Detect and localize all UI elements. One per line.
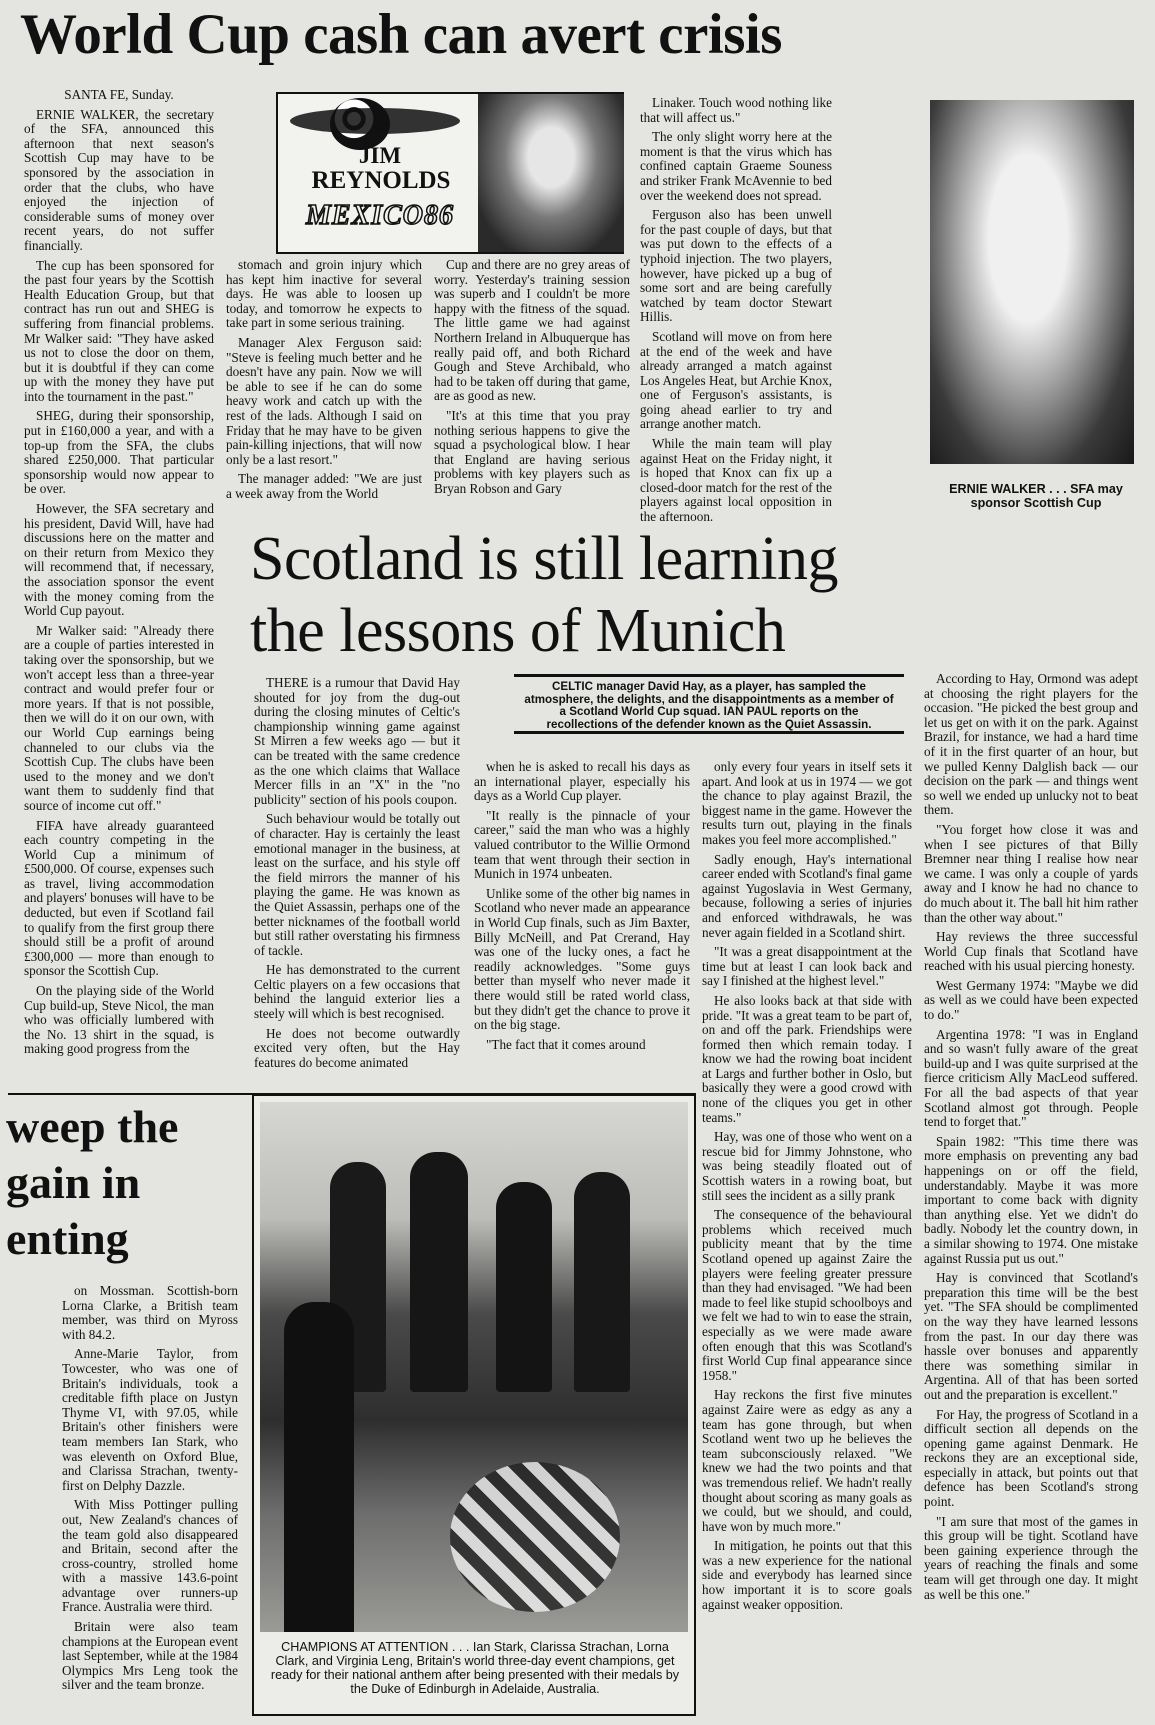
columnist-portrait — [478, 94, 624, 252]
article-paragraph: In mitigation, he points out that this was a new experience for the national side and everybody has learned since how important it is to score goals against weaker opposition. — [702, 1538, 912, 1612]
event-logo: MEXICO86 — [305, 200, 455, 231]
story2-col1 — [254, 676, 460, 1086]
story1-col3 — [434, 258, 630, 516]
article-paragraph: The cup has been sponsored for the past four years by the Scottish Health Education Group, but that contract has run out and SHEG is suffering from financial problems. Mr Walker said: "They have asked us not to close the door on them, but it is doubtful if they can come up with the money they have put into the tournament in the past." — [24, 257, 214, 404]
champions-photo-frame — [252, 1094, 696, 1716]
article-paragraph: FIFA have already guaranteed each country competing in the World Cup a minimum of £500,000. Of course, expenses such as travel, living accommodation and players' bonuses will have to be deducted, but even if Scotland fail to qualify from the first group there should still be a profit of around £300,000 — more than enough to sponsor the Scottish Cup. — [24, 817, 214, 979]
equestrian-headline-1: weep the — [6, 1101, 179, 1152]
article-paragraph: on Mossman. Scottish-born Lorna Clarke, a British team member, was third on Myross with 84.2. — [62, 1283, 238, 1342]
article-paragraph: Britain were also team champions at the European event last September, while at the 1984 Olympics Mrs Leng took the silver and the team bronze. — [62, 1619, 238, 1693]
sombrero-icon — [290, 108, 460, 134]
rider-figure — [410, 1152, 468, 1392]
article-paragraph: ERNIE WALKER, the secretary of the SFA, announced this afternoon that next season's Scottish Cup may have to be sponsored by the association in order that the clubs, who have enjoyed the injection of considerable sums of money over recent years, do not suffer financially. — [24, 106, 214, 253]
hay-headline-line1: Scotland is still learning — [250, 525, 838, 593]
article-paragraph: Hay reviews the three successful World Cup finals that Scotland have reached with his usual piercing honesty. — [924, 929, 1138, 974]
article-paragraph: Ferguson also has been unwell for the past couple of days, but that was put down to the effects of a typhoid injection. The two players, however, have picked up a bug of some sort and are being carefully watched by team doctor Stewart Hillis. — [640, 207, 832, 325]
article-paragraph: Hay is convinced that Scotland's preparation this time will be the best yet. "The SFA should be complimented on the way they have learned lessons from the past. In our day there was hassle over bonuses and apparently there was something similar in Argentina. All of that has been sorted out and the preparation is excellent." — [924, 1270, 1138, 1402]
article-paragraph: Argentina 1978: "I was in England and so wasn't fully aware of the great build-up and I was quite surprised at the fierce criticism Ally MacLeod suffered. For all the bad aspects of that year Scotland almost got through. People tend to forget that." — [924, 1026, 1138, 1130]
article-paragraph: Such behaviour would be totally out of character. Hay is certainly the least emotional manager in the business, at least on the surface, and his style off the field mirrors the manner of his playing the game. He was known as the Quiet Assassin, perhaps one of the better nicknames of the football world but still rather overstating his firmness of tackle. — [254, 811, 460, 958]
flag-banner — [450, 1462, 620, 1612]
dignitary-figure — [284, 1302, 354, 1632]
equestrian-headline-2: gain in — [6, 1157, 141, 1208]
article-paragraph: Hay, was one of those who went on a rescue bid for Jimmy Johnstone, who was being steadily floated out of Scottish waters in a rowing boat, but still sees the incident as a silly prank — [702, 1129, 912, 1203]
article-paragraph: Sadly enough, Hay's international career ended with Scotland's final game against Yugoslavia in West Germany, because, following a series of injuries and enforced withdrawals, he was never again fielded in a Scotland shirt. — [702, 851, 912, 940]
article-paragraph: However, the SFA secretary and his president, David Will, have had discussions here on the matter and on their return from Mexico they will recommend that, if necessary, the association sponsor the event with the money coming from the World Cup payout. — [24, 501, 214, 619]
article-paragraph: Hay reckons the first five minutes against Zaire were as edgy as any a team has gone through, but when Scotland went two up he believes the team subconsciously relaxed. "We knew we had the two points and that was tremendous relief. We hadn't really thought about scoring as many goals as we could, but we should, and could, have won by much more." — [702, 1387, 912, 1534]
article-paragraph: For Hay, the progress of Scotland in a difficult section all depends on the opening game against Denmark. He reckons they are an exceptional side, especially in attack, but points out that defence has been Scotland's strong point. — [924, 1406, 1138, 1510]
walker-photo-caption: ERNIE WALKER . . . SFA may sponsor Scottish Cup — [949, 482, 1123, 510]
story3-col1 — [62, 1284, 238, 1699]
article-paragraph: Scotland will move on from here at the end of the week and have already arranged a match against Los Angeles Heat, but Archie Knox, one of Ferguson's assistants, is going ahead earlier to try and arrange another match. — [640, 328, 832, 432]
story1-col2 — [226, 258, 422, 516]
article-paragraph: "It was a great disappointment at the time but at least I can look back and say I finished at the highest level." — [702, 944, 912, 989]
champions-caption: CHAMPIONS AT ATTENTION . . . Ian Stark, Clarissa Strachan, Lorna Clark, and Virginia Leng, Britain's world three-day event champions, get ready for their national anthem after being presented with their medals by the Duke of Edinburgh in Adelaide, Australia. — [270, 1640, 680, 1696]
article-paragraph: stomach and groin injury which has kept him inactive for several days. He was able to loosen up today, and tomorrow he expects to take part in some serious training. — [226, 257, 422, 331]
article-paragraph: With Miss Pottinger pulling out, New Zealand's chances of the team gold also disappeared and Britain, second after the cross-country, strolled home with a massive 143.6-point advantage over runners-up France. Australia were third. — [62, 1497, 238, 1615]
article-paragraph: only every four years in itself sets it apart. And look at us in 1974 — we got the chance to play against Brazil, the biggest name in the game. However the results turn out, playing in the finals makes you feel more accomplished." — [702, 759, 912, 847]
article-paragraph: SANTA FE, Sunday. — [64, 87, 174, 102]
article-paragraph: Manager Alex Ferguson said: "Steve is feeling much better and he doesn't have any pain. Now we will be able to see if he can do some heavy work and catch up with the rest of the lads. Although I said on Friday that he may have to be given pain-killing injections, that will now only be a last resort." — [226, 334, 422, 467]
main-headline: World Cup cash can avert crisis — [20, 3, 782, 66]
story2-col3 — [702, 760, 912, 1715]
article-paragraph: Linaker. Touch wood nothing like that will affect us." — [640, 95, 832, 125]
article-paragraph: The consequence of the behavioural problems which received much publicity meant that by the time Scotland opened up against Zaire the players were feeling greater pressure than they had envisaged. "We had been made to feel like stupid schoolboys and we felt we had to win to ease the strain, especially as we were made aware often enough that this was Scotland's first World Cup final appearance since 1958." — [702, 1207, 912, 1383]
columnist-name-last: REYNOLDS — [311, 167, 451, 194]
article-paragraph: Spain 1982: "This time there was more emphasis on preventing any bad happenings on or off the field, understandably. Maybe it was more important to come back with dignity than anything else. Yet we didn't do badly. Nobody let the country down, in a similar showing to 1974. One mistake against Russia put us out." — [924, 1133, 1138, 1266]
columnist-logo — [276, 92, 624, 254]
article-paragraph: "I am sure that most of the games in this group will be tight. Scotland have been gaining experience through the years of reaching the finals and some team will get through one day. It might as well be this one." — [924, 1513, 1138, 1602]
hay-standfirst: CELTIC manager David Hay, as a player, has sampled the atmosphere, the delights, and the disappointments as a member of a Scotland World Cup squad. IAN PAUL reports on the recollections of the defender known as the Quiet Assassin. — [514, 674, 904, 734]
article-paragraph: On the playing side of the World Cup build-up, Steve Nicol, the man who was officially lumbered with the No. 13 shirt in the squad, is making good progress from the — [24, 983, 214, 1057]
article-paragraph: According to Hay, Ormond was adept at choosing the right players for the occasion. "He picked the best group and let us get on with it on the park. Against Brazil, for instance, we had a hard time of it in the first quarter of an hour, but we pulled Kenny Dalglish back — our decision on the park — and things went so well we ended up unlucky not to beat them. — [924, 671, 1138, 818]
columnist-name-first: JIM — [358, 143, 402, 168]
equestrian-headline-3: enting — [6, 1213, 129, 1264]
article-paragraph: Anne-Marie Taylor, from Towcester, who was one of Britain's individuals, took a creditable fifth place on Justyn Thyme VI, with 97.05, while Britain's other finishers were team members Ian Stark, who was eleventh on Oxford Blue, and Clarissa Strachan, twenty-first on Delphy Dazzle. — [62, 1346, 238, 1493]
champions-photo — [260, 1102, 688, 1632]
rider-figure — [574, 1172, 630, 1392]
rider-figure — [496, 1182, 552, 1392]
article-paragraph: SHEG, during their sponsorship, put in £160,000 a year, and with a top-up from the SFA, the clubs shared £250,000. That particular sponsorship would now appear to be over. — [24, 408, 214, 497]
article-paragraph: Unlike some of the other big names in Scotland who never made an appearance in World Cup finals, such as Jim Baxter, Billy McNeill, and Pat Crerand, Hay was one of the lucky ones, a fact he readily acknowledges. "Some guys better than myself who never made it there would still be rated world class, but they didn't get the chance to prove it on the big stage. — [474, 885, 690, 1033]
article-paragraph: West Germany 1974: "Maybe we did as well as we could have been expected to do." — [924, 977, 1138, 1023]
article-paragraph: "The fact that it comes around — [486, 1036, 646, 1052]
article-paragraph: He also looks back at that side with pride. "It was a great team to be part of, on and off the park. Friendships were formed then which remain today. I know we had the rowing boat incident at Largs and further bother in Oslo, but basically they were a good crowd with none of the cliques you get in other teams." — [702, 992, 912, 1125]
hay-headline-line2: the lessons of Munich — [250, 597, 786, 665]
article-paragraph: The manager added: "We are just a week away from the World — [226, 471, 422, 501]
article-paragraph: He does not become outwardly excited very often, but the Hay features do become animated — [254, 1025, 460, 1070]
story2-col2 — [474, 760, 690, 1088]
article-paragraph: Cup and there are no grey areas of worry. Yesterday's training session was superb and I couldn't be more happy with the fitness of the squad. The little game we had against Northern Ireland in Albuquerque has really paid off, and both Richard Gough and Steve Archibald, who had to be taken off during that game, are as good as new. — [434, 257, 630, 404]
article-paragraph: He has demonstrated to the current Celtic players on a few occasions that behind the languid exterior lies a steely will which is best recognised. — [254, 962, 460, 1022]
story1-col1 — [24, 87, 214, 1057]
article-paragraph: "It really is the pinnacle of your career," said the man who was a highly valued contributor to the Willie Ormond team that went through their section in Munich in 1974 unbeaten. — [474, 807, 690, 882]
story2-col4 — [924, 672, 1138, 1717]
article-paragraph: The only slight worry here at the moment is that the virus which has confined captain Graeme Souness and striker Frank McAvennie to bed over the weekend does not spread. — [640, 129, 832, 203]
article-paragraph: Mr Walker said: "Already there are a couple of parties interested in taking over the sponsorship, but we won't accept less than a three-year contract and would prefer four or more years. If that is not possible, then we will do it on our own, with our World Cup earnings being channeled to our clubs via the Scottish Cup. The clubs have been used to the money and we don't want them to suddenly find that source of income cut off." — [24, 622, 214, 813]
article-paragraph: "You forget how close it was and when I see pictures of that Billy Bremner near thing I realise how near we came. I was only a couple of yards away and I know he had no chance to do much about it. The ball hit him rather than the other way about." — [924, 821, 1139, 925]
article-paragraph: While the main team will play against Heat on the Friday night, it is hoped that Knox can fix up a closed-door match for the rest of the players against local opposition in the afternoon. — [640, 436, 832, 525]
story1-col4 — [640, 95, 832, 525]
article-paragraph: THERE is a rumour that David Hay shouted for joy from the dug-out during the closing minutes of Celtic's championship winning game against St Mirren a few weeks ago — but it can be treated with the same credence as the one which claims that Wallace Mercer fills in an "X" in the "no publicity" section of his pools coupon. — [254, 675, 460, 807]
article-paragraph: when he is asked to recall his days as an international player, especially his days as a World Cup player. — [474, 759, 690, 804]
ernie-walker-photo — [930, 100, 1134, 464]
article-paragraph: "It's at this time that you pray nothing serious happens to give the squad a psychological blow. I hear that England are having serious problems with key players such as Bryan Robson and Gary — [434, 407, 630, 496]
